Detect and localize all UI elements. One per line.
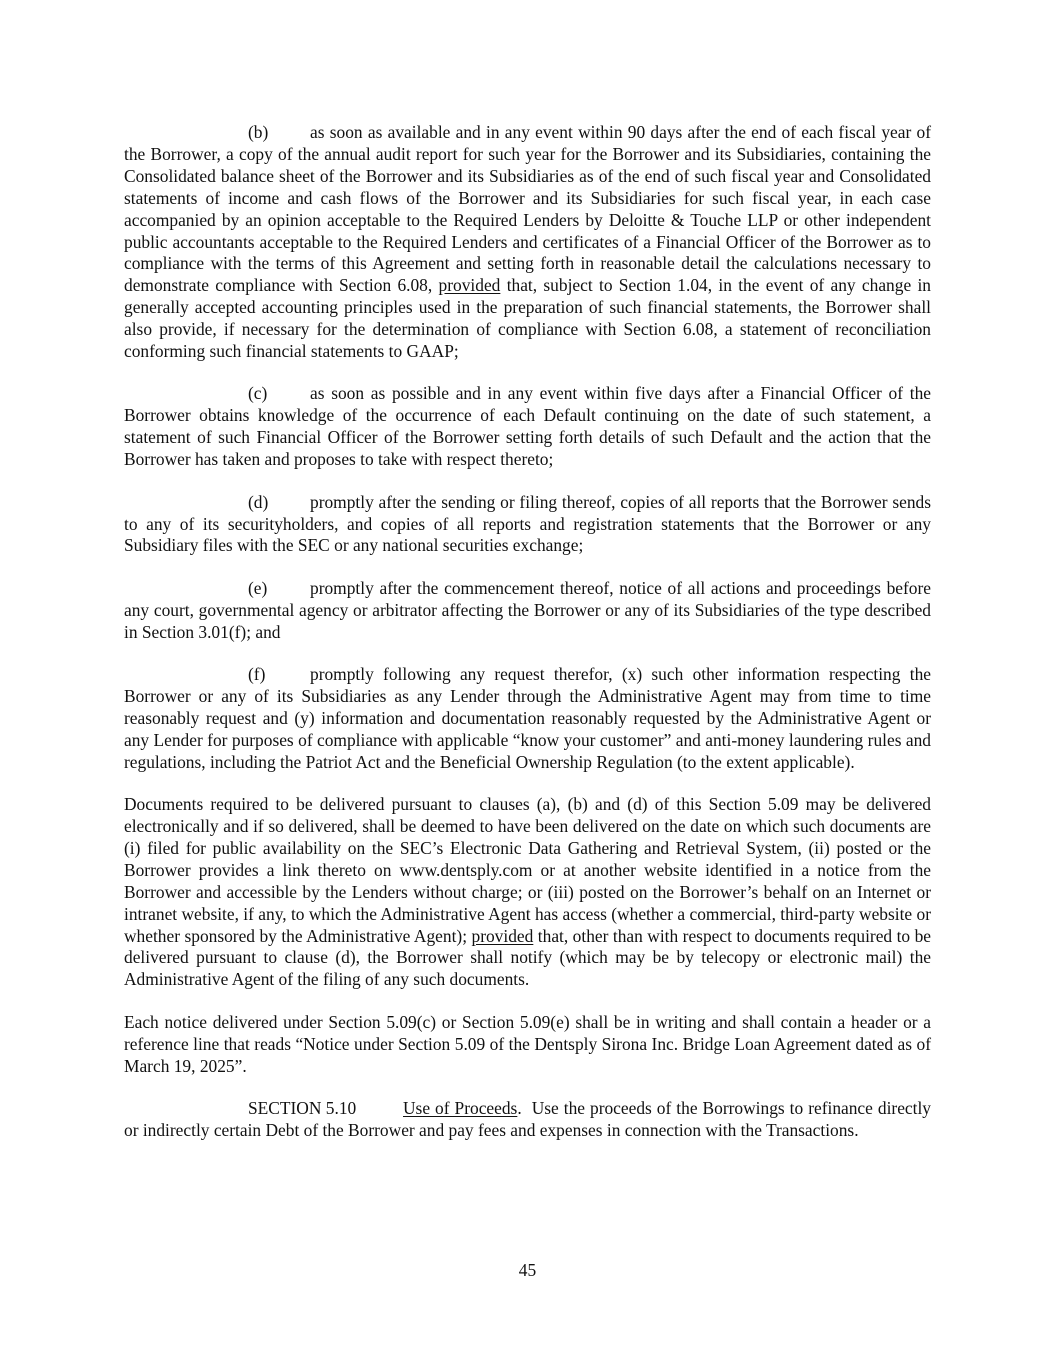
clause-d-label: (d) xyxy=(248,491,269,512)
documents-text-2: that, other than with respect to documents required to be delivered pursuant to clause (d), the Borrower shall notify (which may be by telecopy or electronic mail) the Administrative Agent of the filing of any such documents. xyxy=(124,925,931,990)
section-5-10-title: Use of Proceeds xyxy=(403,1097,518,1118)
clause-e xyxy=(124,578,931,644)
section-5-10-title-end: . xyxy=(517,1097,522,1118)
documents-provided: provided xyxy=(471,925,534,946)
section-5-10-text: Use the proceeds of the Borrowings to refinance directly or indirectly certain Debt of the Borrower and pay fees and expenses in connection with the Transactions. xyxy=(124,1097,931,1140)
clause-f-label: (f) xyxy=(248,664,266,685)
clause-e-text: promptly after the commencement thereof, notice of all actions and proceedings before any court, governmental agency or arbitrator affecting the Borrower or any of its Subsidiaries of the type described in Section 3.01(f); and xyxy=(124,577,931,642)
clause-d-text: promptly after the sending or filing thereof, copies of all reports that the Borrower sends to any of its securityholders, and copies of all reports and registration statements that the Borrower or any Subsidiary files with the SEC or any national securities exchange; xyxy=(124,491,931,556)
section-5-10 xyxy=(124,1098,931,1142)
clause-c-text: as soon as possible and in any event within five days after a Financial Officer of the Borrower obtains knowledge of the occurrence of each Default continuing on the date of such statement, a statement of such Financial Officer of the Borrower setting forth details of such Default and the action that the Borrower has taken and proposes to take with respect thereto; xyxy=(124,383,931,470)
document-page xyxy=(124,122,931,1162)
clause-c xyxy=(124,383,931,471)
clause-c-label: (c) xyxy=(248,383,268,404)
page-number: 45 xyxy=(518,1260,537,1280)
clause-b-text-1: as soon as available and in any event within 90 days after the end of each fiscal year of the Borrower, a copy of the annual audit report for such year for the Borrower and its Subsidiaries, containing the Consolidated balance sheet of the Borrower and its Subsidiaries as of the end of such fiscal year and Consolidated statements of income and cash flows of the Borrower and its Subsidiaries for such fiscal year, in each case accompanied by an opinion acceptable to the Required Lenders by Deloitte & Touche LLP or other independent public accountants acceptable to the Required Lenders and certificates of a Financial Officer of the Borrower as to compliance with the terms of this Agreement and setting forth in reasonable detail the calculations necessary to demonstrate compliance with Section 6.08, xyxy=(124,122,931,296)
clause-b-provided: provided xyxy=(438,275,501,296)
documents-text-1: Documents required to be delivered pursuant to clauses (a), (b) and (d) of this Section 5.09 may be delivered electronically and if so delivered, shall be deemed to have been delivered on the date on which such documents are (i) filed for public availability on the SEC’s Electronic Data Gathering and Retrieval System, (ii) posted or the Borrower provides a link thereto on www.dentsply.com or at another website identified in a notice from the Borrower and accessible by the Lenders without charge; or (iii) posted on the Borrower’s behalf on an Internet or intranet website, if any, to which the Administrative Agent has access (whether a commercial, third-party website or whether sponsored by the Administrative Agent); xyxy=(124,794,931,946)
clause-b xyxy=(124,122,931,363)
notice-paragraph xyxy=(124,1012,931,1078)
clause-f-text: promptly following any request therefor, (x) such other information respecting the Borrower or any of its Subsidiaries as any Lender through the Administrative Agent may from time to time reasonably request and (y) information and documentation reasonably requested by the Administrative Agent or any Lender for purposes of compliance with applicable “know your customer” and anti-money laundering rules and regulations, including the Patriot Act and the Beneficial Ownership Regulation (to the extent applicable). xyxy=(124,664,931,772)
clause-b-text-2: that, subject to Section 1.04, in the event of any change in generally accepted accounting principles used in the preparation of such financial statements, the Borrower shall also provide, if necessary for the determination of compliance with Section 6.08, a statement of reconciliation conforming such financial statements to GAAP; xyxy=(124,275,931,362)
clause-f xyxy=(124,664,931,774)
clause-d xyxy=(124,492,931,558)
section-5-10-label: SECTION 5.10 xyxy=(248,1097,357,1118)
clause-b-label: (b) xyxy=(248,122,269,142)
documents-paragraph xyxy=(124,794,931,991)
clause-e-label: (e) xyxy=(248,577,268,598)
notice-text: Each notice delivered under Section 5.09(c) or Section 5.09(e) shall be in writing and shall contain a header or a reference line that reads “Notice under Section 5.09 of the Dentsply Sirona Inc. Bridge Loan Agreement dated as of March 19, 2025”. xyxy=(124,1011,931,1076)
